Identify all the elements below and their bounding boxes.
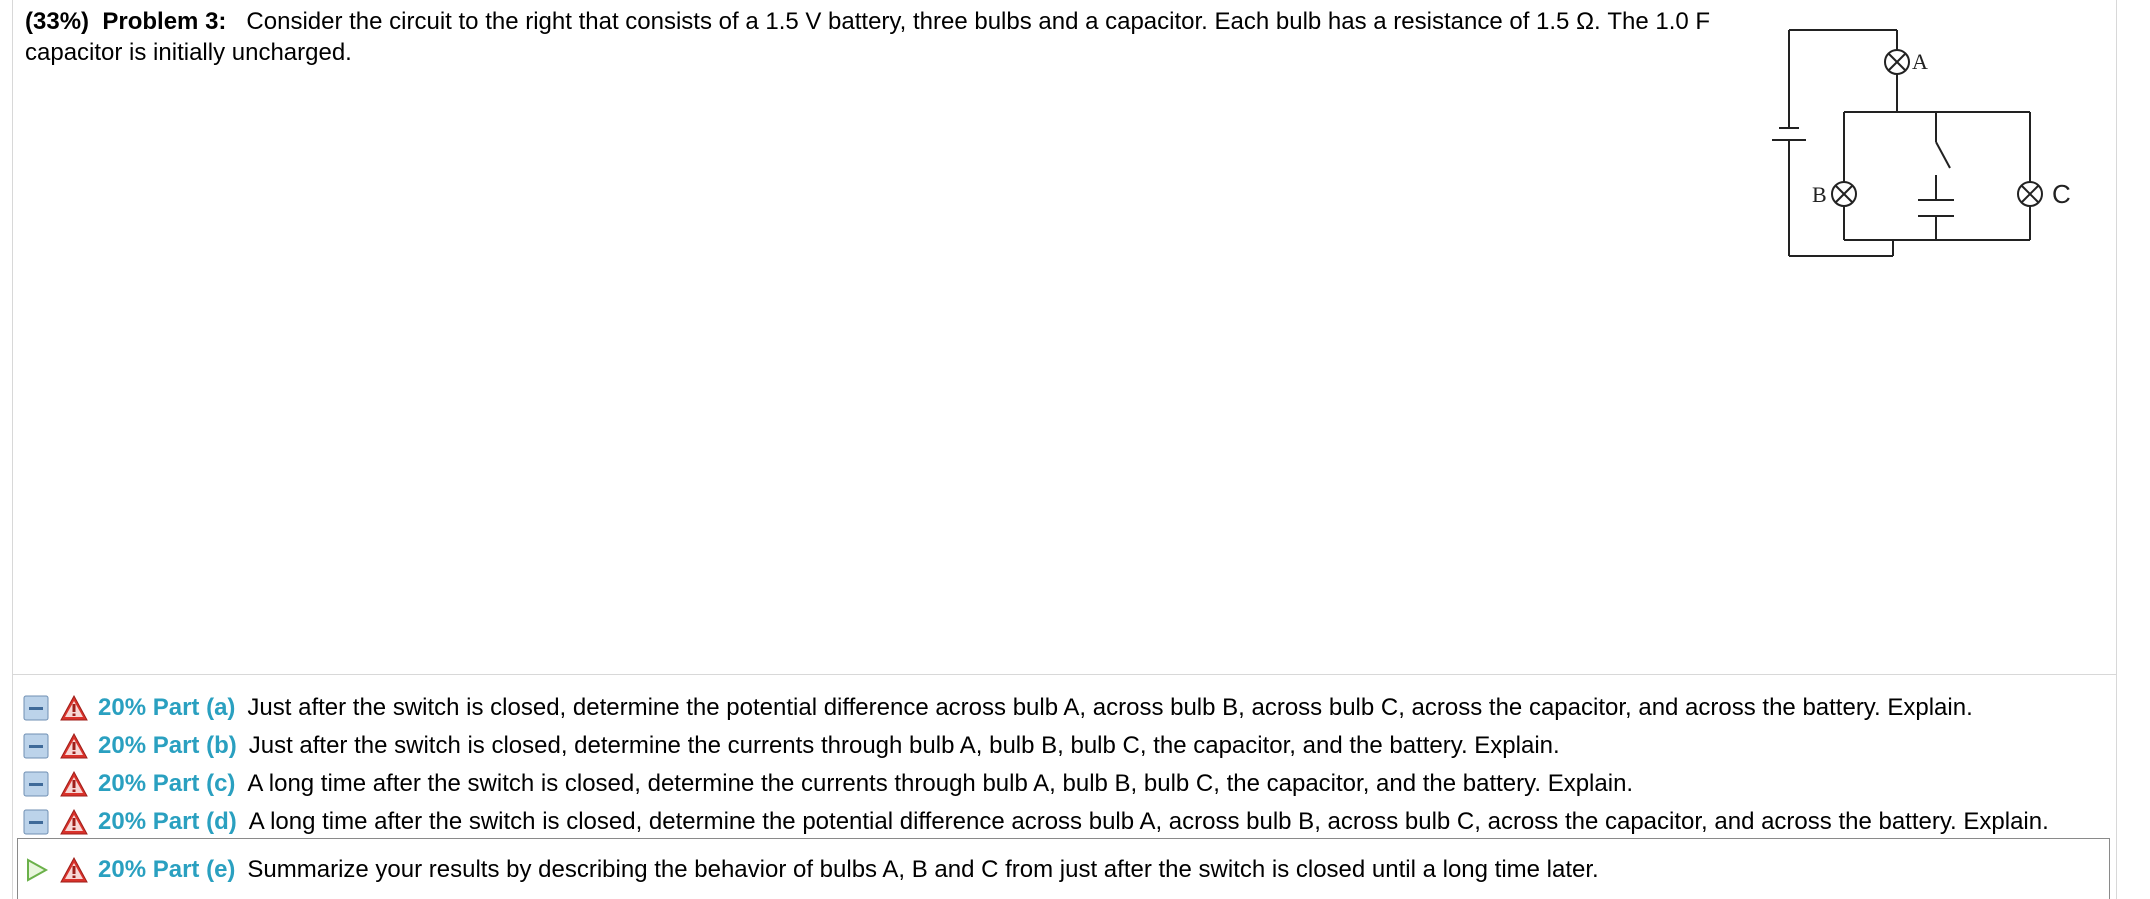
parts-separator <box>13 674 2116 675</box>
part-a-row[interactable] <box>20 690 1973 726</box>
bulb-b-label: B <box>1812 182 1827 207</box>
warning-icon <box>58 730 90 762</box>
bulb-c-label: C <box>2052 179 2071 209</box>
collapse-square-icon[interactable] <box>20 806 52 838</box>
warning-icon <box>58 854 90 886</box>
part-d-row[interactable] <box>20 804 2049 840</box>
warning-icon <box>58 768 90 800</box>
collapse-square-icon[interactable] <box>20 730 52 762</box>
collapse-square-icon[interactable] <box>20 768 52 800</box>
part-e-row[interactable] <box>20 852 1599 888</box>
part-c-text: A long time after the switch is closed, determine the currents through bulb A, bulb B, bulb C, the capacitor, and the battery. Explain. <box>247 770 1634 797</box>
circuit-diagram <box>1752 20 2102 270</box>
part-e-text: Summarize your results by describing the behavior of bulbs A, B and C from just after the switch is closed until a long time later. <box>247 856 1599 883</box>
problem-weight: (33%) <box>25 8 90 35</box>
warning-icon <box>58 806 90 838</box>
problem-title: Problem 3: <box>102 8 227 35</box>
part-b-row[interactable] <box>20 728 1560 764</box>
part-b-label[interactable]: 20% Part (b) <box>98 732 237 759</box>
part-b-text: Just after the switch is closed, determine the currents through bulb A, bulb B, bulb C, the capacitor, and the battery. Explain. <box>248 732 1560 759</box>
part-d-text: A long time after the switch is closed, determine the potential difference across bulb A, across bulb B, across bulb C, across the capacitor, and across the battery. Explain. <box>248 808 2049 835</box>
problem-statement <box>25 6 1725 68</box>
part-c-row[interactable] <box>20 766 1633 802</box>
collapse-square-icon[interactable] <box>20 692 52 724</box>
part-a-label[interactable]: 20% Part (a) <box>98 694 236 721</box>
warning-icon <box>58 692 90 724</box>
problem-body: Consider the circuit to the right that consists of a 1.5 V battery, three bulbs and a capacitor. Each bulb has a resistance of 1.5 Ω. The 1.0 F capacitor is initially uncharged. <box>25 8 1711 66</box>
bulb-a-label: A <box>1912 49 1928 74</box>
part-c-label[interactable]: 20% Part (c) <box>98 770 236 797</box>
part-a-text: Just after the switch is closed, determine the potential difference across bulb A, across bulb B, across bulb C, across the capacitor, and across the battery. Explain. <box>247 694 1973 721</box>
expand-triangle-icon[interactable] <box>20 854 52 886</box>
part-e-label[interactable]: 20% Part (e) <box>98 856 236 883</box>
part-d-label[interactable]: 20% Part (d) <box>98 808 237 835</box>
